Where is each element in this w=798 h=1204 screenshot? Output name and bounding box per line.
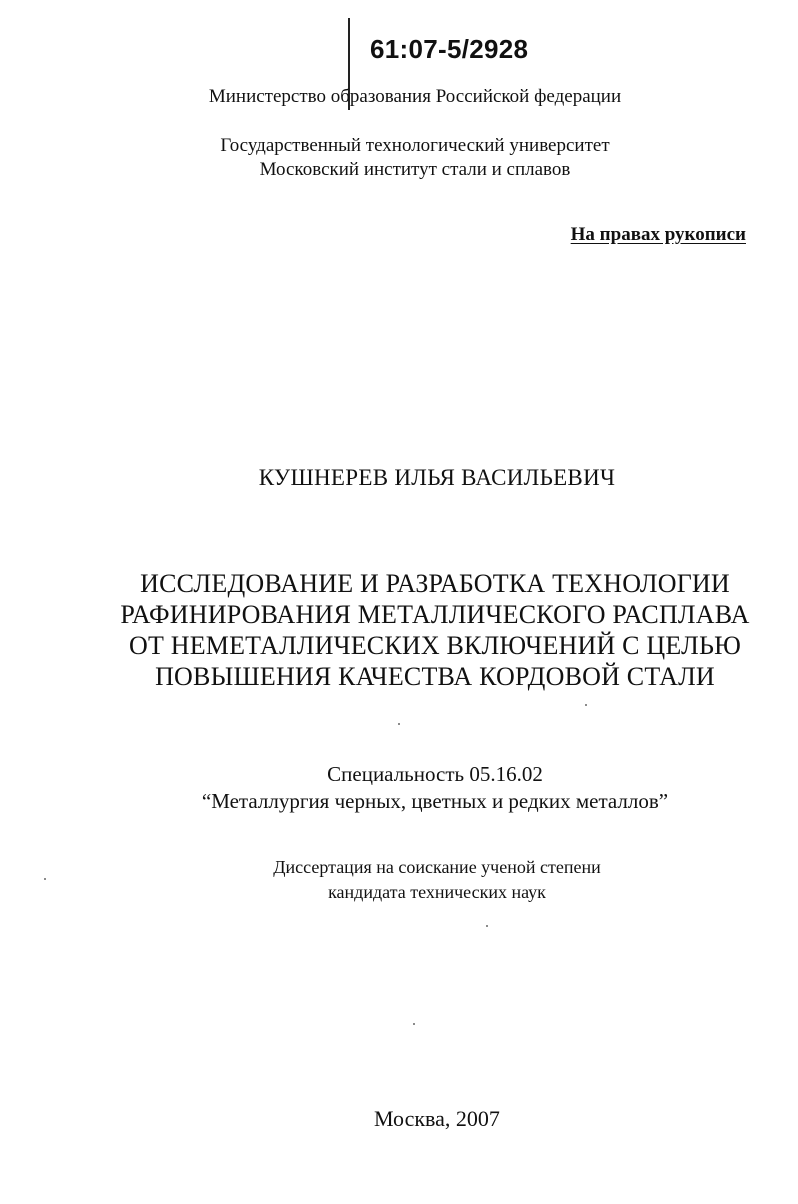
specialty-name: “Металлургия черных, цветных и редких металлов” <box>201 789 669 813</box>
scan-speck <box>398 723 400 725</box>
specialty-block <box>36 761 798 815</box>
library-stamp-number: 61:07-5/2928 <box>370 34 529 64</box>
degree-purpose: Диссертация на соискание ученой степени <box>273 857 601 877</box>
scan-speck <box>486 925 488 927</box>
university-name-line: Государственный технологический университет <box>220 135 610 156</box>
title-line: ИССЛЕДОВАНИЕ И РАЗРАБОТКА ТЕХНОЛОГИИ <box>140 569 730 598</box>
university-heading <box>16 134 798 182</box>
institute-name-line: Московский институт стали и сплавов <box>259 159 571 180</box>
scan-speck <box>585 704 587 706</box>
dissertation-title <box>36 568 798 692</box>
scan-speck <box>44 878 46 880</box>
ministry-heading: Министерство образования Российской федерации <box>208 86 622 107</box>
manuscript-notice: На правах рукописи <box>570 224 746 245</box>
title-line: РАФИНИРОВАНИЯ МЕТАЛЛИЧЕСКОГО РАСПЛАВА <box>120 600 750 629</box>
scan-speck <box>413 1023 415 1025</box>
degree-field: кандидата технических наук <box>328 882 546 902</box>
author-name: КУШНЕРЕВ ИЛЬЯ ВАСИЛЬЕВИЧ <box>258 465 616 490</box>
specialty-code: Специальность 05.16.02 <box>327 762 543 786</box>
degree-block <box>38 855 798 905</box>
place-and-year: Москва, 2007 <box>374 1106 500 1131</box>
title-line: ОТ НЕМЕТАЛЛИЧЕСКИХ ВКЛЮЧЕНИЙ С ЦЕЛЬЮ <box>128 631 742 660</box>
title-line: ПОВЫШЕНИЯ КАЧЕСТВА КОРДОВОЙ СТАЛИ <box>155 662 715 691</box>
